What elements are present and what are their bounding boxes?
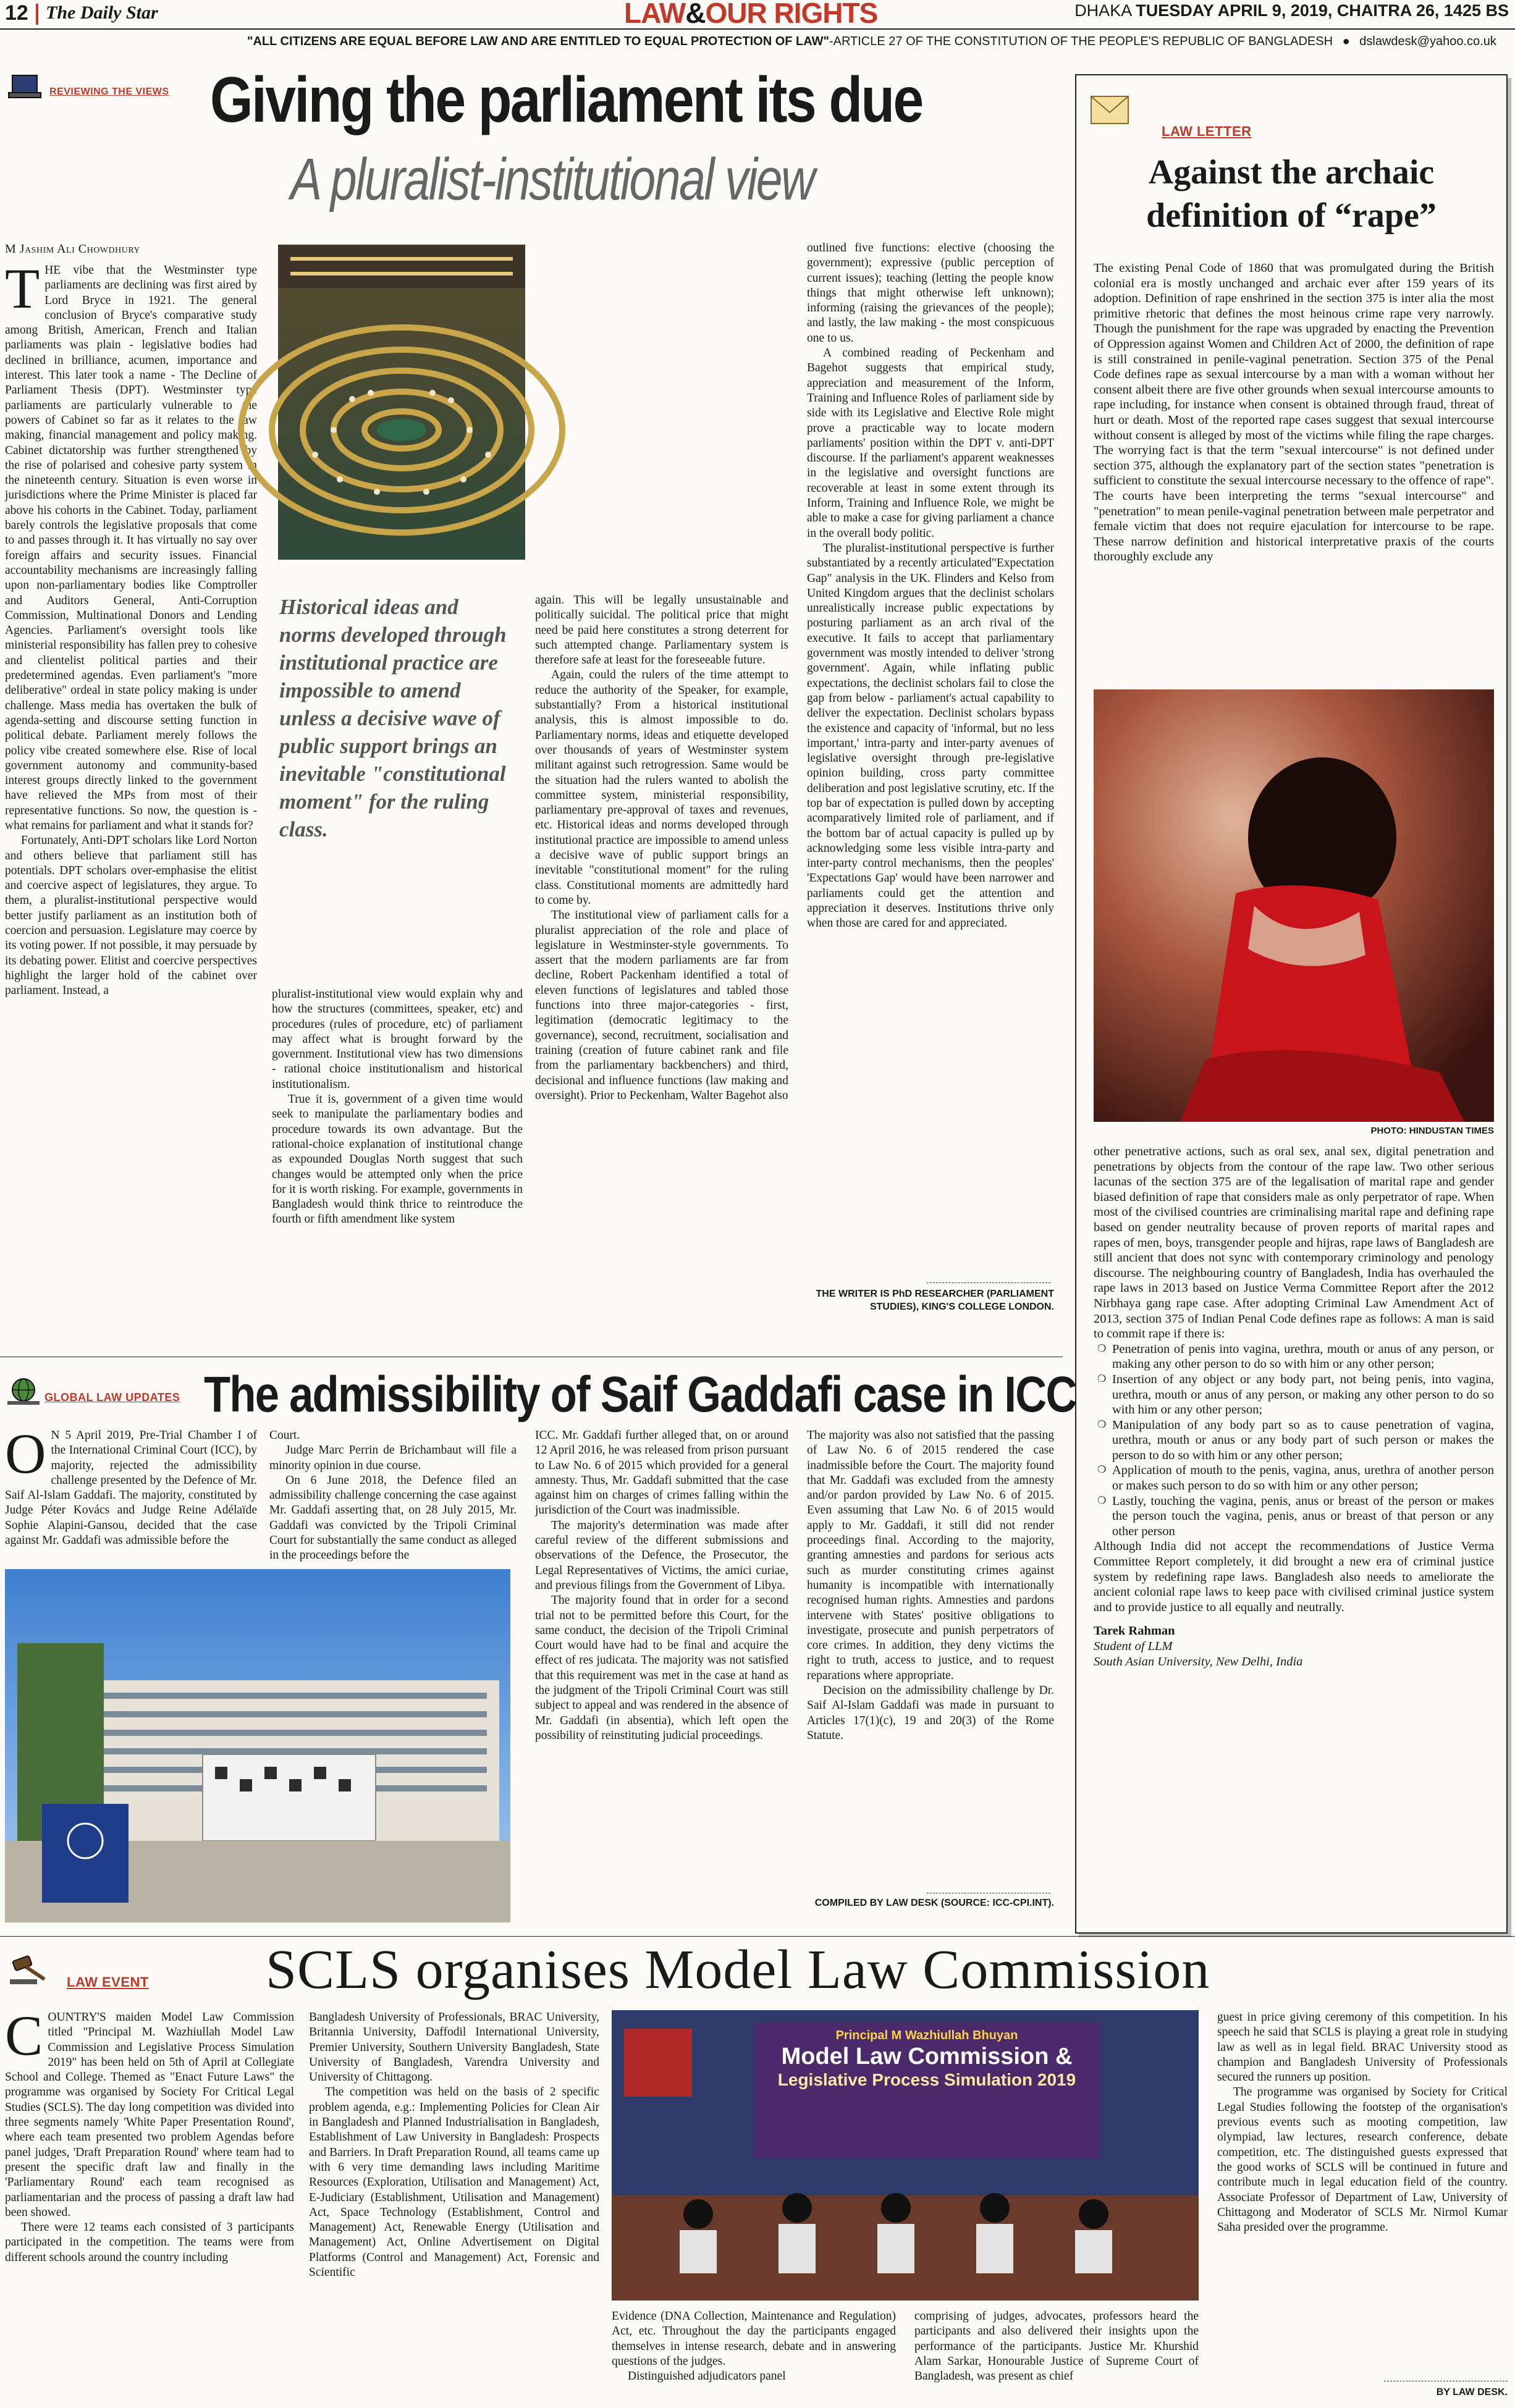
review-col4-para1: outlined five functions: elective (choosing the government); expressive (public perception of current issues); teaching (letting the people know things that might otherwise left unknown); informing (raising the grievances of the people); and lastly, the law making - the most conspicuous one to us. [807, 242, 1054, 345]
event-col2-para2: The competition was held on the basis of 2 specific problem agenda, e.g.: Implementing Policies for Clean Air in Bangladesh and Planned Industrialisation in Bangladesh, Establishment of Law University in Bangladesh: Prospects and Barriers. In Draft Preparation Round, all teams came up with 6 very time demanding laws including Maritime Resources (Exploration, Utilisation and Management) Act, E-Judiciary (Establishment, Utilisation and Management) Act, Space Technology (Establishment, Control and Management) Act, Renewable Energy (Utilisation and Management) Act, Online Advertisement on Digital Platforms (Control and Management) Act, Forensic and Scientific [309, 2086, 599, 2280]
review-column-3 [535, 593, 788, 1365]
event-col3-para2: Distinguished adjudicators panel [628, 2370, 786, 2383]
event-banner-line1: Principal M Wazhiullah Bhuyan [835, 2029, 1018, 2042]
dateline-city: DHAKA [1074, 1, 1131, 20]
separator-bar [36, 4, 38, 25]
review-column-1 [5, 257, 257, 1369]
review-tag: REVIEWING THE VIEWS [49, 86, 169, 97]
event-column-2 [309, 2010, 599, 2406]
global-credit: COMPILED BY LAW DESK (SOURCE: ICC-CPI.INT). [814, 1898, 1054, 1908]
global-col2-para3: On 6 June 2018, the Defence filed an admissibility challenge concerning the case against Mr. Gaddafi asserting that, on 28 July 2015, Mr. Gaddafi was convicted by the Tripoli Criminal Court for substantially the same conduct as alleged in the proceedings before the [269, 1473, 517, 1562]
letter-continuation [1094, 1144, 1494, 1916]
event-photo [612, 2010, 1199, 2301]
motto-quote: "ALL CITIZENS ARE EQUAL BEFORE LAW AND ARE ENTITLED TO EQUAL PROTECTION OF LAW" [247, 35, 829, 48]
review-col2-para2: True it is, government of a given time would seek to manipulate the parliamentary bodies and procedure towards its own advantage. But the rational-choice explanation of institutional change as expounded Douglas North suggest that such changes would be attempted only when the price for it is worth risking. For example, governments in Bangladesh would think thrice to reintroduce the fourth or fifth amendment like system [272, 1093, 523, 1226]
parliament-photo [278, 245, 525, 560]
review-col4-para2: A combined reading of Peckenham and Bagehot suggests that empirical study, appreciation and measurement of the Inform, Training and Influence Roles of parliament side by side with its Legislative and Elective Role might prove a practicable way to locate modern parliaments' position within the DPT v. anti-DPT discourse. If the parliament's apparent weaknesses in the legislative and oversight functions are recoverable at least in some extent through its Inform, Training and Influence Role, we might be able to make a case for giving parliament a chance in the overall body politic. [807, 347, 1054, 540]
page-number: 12 [5, 1, 28, 25]
review-pullquote: Historical ideas and norms developed through institutional practice are impossible to amend unless a decisive wave of public support brings an inevitable "constitutional moment" for the ruling class. [279, 595, 507, 841]
review-column-4 [807, 241, 1054, 1279]
global-column-3 [535, 1428, 788, 1922]
event-col1-para2: There were 12 teams each consisted of 3 participants participated in the competition. The teams were from different schools around the country including [5, 2221, 294, 2264]
letter-para-3: Although India did not accept the recommendations of Justice Verma Committee Report completely, it did brought a new era of criminal justice system by redefining rape laws. Bangladesh also needs to ameliorate the ancient colonial rape laws to keep pace with civilised criminal justice system and to provide justice to all equally and neutrally. [1094, 1539, 1494, 1614]
event-column-3 [612, 2309, 896, 2406]
motto [247, 35, 1496, 49]
letter-envelope-icon [1089, 91, 1132, 128]
event-banner-line3: Legislative Process Simulation 2019 [777, 2070, 1076, 2089]
event-banner-text [760, 2029, 1094, 2090]
letter-bullet-list [1094, 1342, 1494, 1539]
event-col5-para1: guest in price giving ceremony of this competition. In his speech he said that SCLS is playing a great role in studying law as well as in legal field. BRAC University stood as champion and Bangladesh University of Professionals secured the runners up position. [1217, 2011, 1508, 2084]
icc-building-photo [5, 1569, 510, 1922]
globe-icon [5, 1376, 42, 1407]
masthead [0, 0, 1515, 68]
review-headline: Giving the parliament its due [210, 64, 922, 136]
masthead-rule [0, 28, 1515, 30]
global-col4-para1: The majority was also not satisfied that the passing of Law No. 6 of 2015 rendered the case inadmissible before the Court. The majority found that Mr. Gaddafi was excluded from the amnesty and/or pardon provided by Law No. 6 of 2015. Even assuming that Law No. 6 of 2015 would apply to Mr. Gaddafi, it still did not render proceedings final. According to the majority, granting amnesties and pardons for serious acts such as murder constituting crimes against humanity is incompatible with internationally recognised human rights. Amnesties and pardons intervene with States' positive obligations to investigate, prosecute and punish perpetrators of core crimes. In addition, they deny victims the right to truth, access to justice, and to request reparations where appropriate. [807, 1429, 1054, 1682]
global-column-2 [269, 1428, 517, 1562]
bullet-dot: ● [1342, 35, 1350, 48]
global-dropcap: O [5, 1422, 46, 1485]
letter-signoff-role: Student of LLM [1094, 1640, 1173, 1653]
global-headline: The admissibility of Saif Gaddafi case in ICC [204, 1366, 1076, 1423]
global-col4-para2: Decision on the admissibility challenge by Dr. Saif Al-Islam Gaddafi was made in pursuant to Articles 17(1)(c), 19 and 20(3) of the Rome Statute. [807, 1684, 1054, 1742]
review-col3-para3: The institutional view of parliament calls for a pluralist appreciation of the role and place of legislature in Westminster-style governments. To assert that the modern parliaments are far from decline, Robert Packenham identified a total of eleven functions of legislatures and tabled those functions into three major-categories - first, legitimation (democratic legitimacy to the governance), second, recruitment, socialisation and training (creation of future cabinet rank and file from the parliamentary backbenchers) and third, decisional and influence functions (law making and oversight). Prior to Peckenham, Walter Bagehot also [535, 909, 788, 1102]
letter-para-2: other penetrative actions, such as oral sex, anal sex, digital penetration and penetrations by objects from the contour of the rape law. Two other serious lacunas of the section 375 are of the legalisation of marital rape and gender biased definition of rape that considers male as only perpetrator of rape. When most of the civilised countries are criminalising marital rape and defining rape based on gender neutrality because of proven reports of marital rapes and rapes of men, boys, transgender people and hijras, rape laws of Bangladesh are still ancient that does not sync with contemporary criminology and penology discourse. The neighbouring country of Bangladesh, India has overhauled the rape laws in 2013 based on Justice Verma Committee Report after the 2012 Nirbhaya gang rape case. After adopting Criminal Law Amendment Act of 2013, section 375 of Indian Penal Code defines rape as follows: A man is said to commit rape if there is: [1094, 1145, 1494, 1341]
letter-photo [1094, 689, 1494, 1122]
event-column-1 [5, 2004, 294, 2406]
review-col2-para1: pluralist-institutional view would explain why and how the structures (committees, speaker, etc) and procedures (rules of procedure, etc) of parliament may affect what is brought forward by the government. Institutional view has two dimensions - rational choice institutionalism and historical institutionalism. [272, 988, 523, 1091]
review-byline: M Jashim Ali Chowdhury [5, 242, 141, 256]
paper-name: The Daily Star [46, 2, 158, 23]
review-col4-para3: The pluralist-institutional perspective is further substantiated by a recently articulated"Expectation Gap" analysis in the UK. Flinders and Kelso from United Kingdom argues that the declinist scholars unrealistically increase public expectations by posturing parliament as an arch rival of the executive. It fails to accept that parliamentary government was mostly intended to deliver 'strong government'. Again, while inflating public expectations, the declinist scholars fail to close the gap from below - parliament's actual capability to deliver the expectation. Declinist scholars bypass the existence and capacity of 'informal, but no less important,' intra-party and inter-party avenues of legislative oversight through pre-legislative opinion building, cross party committee deliberation and post legislative scrutiny, etc. If the top bar of expectation is pulled down by accepting acomparatively limited role of parliament, and if the bottom bar of actual capacity is pulled up by acknowledging some less visible intra-party and inter-party control mechanisms, then the peoples' 'Expectations Gap' would have been narrower and parliaments could get the attention and appreciation it deserves. Institutions thrive only when those are cared for and appreciated. [807, 541, 1054, 930]
letter-bullet: ❍ Penetration of penis into vagina, urethra, mouth or anus of any person, or making any other person to do so with him or any other person; [1112, 1342, 1494, 1372]
review-col1-text: HE vibe that the Westminster type parliaments are declining was first aired by Lord Bryce in 1921. The general conclusion of Bryce's comparative study among British, American, French and Italian parliaments was plain - legislative bodies had declined in brilliance, acumen, importance and interest. This later took a name - The Decline of Parliament Thesis (DPT). Westminster type parliaments are particularly vulnerable to the powers of Cabinet so far as it relates to the law making, financial management and policy making. Cabinet dictatorship was further strengthened by the rise of polarised and cohesive party system in the nineteenth century. Situation is even worse in jurisdictions where the Prime Minister is placed far above his cohorts in the Cabinet. Today, parliament barely controls the legislative proposals that come to and passes through it. It has virtually no say over foreign affairs and security issues. Financial accountability mechanisms are increasingly falling upon non-parliamentary bodies like Comptroller and Auditors General, Anti-Corruption Commission, Multinational Donors and Lending Agencies. Parliament's oversight tools like ministerial responsibility has fallen prey to cohesive and clientelist political parties and their predetermined agendas. Even parliament's "more deliberative" ordeal in state policy making is under challenge. Mass media has overtaken the bulk of agenda-setting and discourse setting function in political debate. Parliament merely follows the policy vibe created somewhere else. Rise of local government autonomy and community-based interest groups directly linked to the government have relieved the MPs from most of their representative functions. So now, the question is - what remains for parliament and what it stands for? [5, 264, 257, 832]
global-col3-para3: The majority found that in order for a second trial not to be permitted before this Court, for the same conduct, the decision of the Tripoli Criminal Court would have had to be final and acquire the effect of res judicata. The majority was not satisfied that this requirement was met in the case at hand as the judgment of the Tripoli Criminal Court was still subject to appeal and was rendered in the absence of Mr. Gaddafi (in absentia), which left open the possibility of reinstituting judicial proceedings. [535, 1594, 788, 1742]
review-credit-rule [927, 1282, 1050, 1283]
global-tag: GLOBAL LAW UPDATES [44, 1391, 180, 1404]
letter-headline-line2: definition of “rape” [1146, 196, 1437, 235]
event-col5-para2: The programme was organised by Society for Critical Legal Studies following the footstep of the organisation's previous events such as mooting competition, law olympiad, law lectures, research conference, debate competition, etc. The distinguished guests expressed that the good works of SCLS will be continued in future and contribute much in legal education field of the country. Associate Professor of Department of Law, University of Chittagong and Moderator of SCLS Mr. Nirmol Kumar Saha presided over the programme. [1217, 2086, 1508, 2234]
event-col4-para1: comprising of judges, advocates, professors heard the participants and also delivered their insights upon the performance of the participants. Justice Mr. Khurshid Alam Sarkar, Honourable Justice of Supreme Court of Bangladesh, was present as chief [914, 2310, 1199, 2383]
event-col3-para1: Evidence (DNA Collection, Maintenance and Regulation) Act, etc. Throughout the day the participants engaged themselves in intense research, debate and in answering questions of the judges. [612, 2310, 896, 2368]
event-column-5 [1217, 2010, 1508, 2368]
section-title-amp: & [685, 0, 706, 29]
event-credit: BY LAW DESK. [1436, 2387, 1508, 2397]
letter-signoff-name: Tarek Rahman [1094, 1624, 1175, 1638]
review-col3-para2: Again, could the rulers of the time attempt to reduce the authority of the Speaker, for example, substantially? From a historical institutional analysis, this is almost impossible to do. Parliamentary norms, ideas and etiquette developed over thousands of years of Westminster system militant against such retrogression. Same would be the situation had the rulers wanted to abolish the committee system, ministerial responsibility, parliamentary pre-approval of taxes and revenues, etc. Historical ideas and norms developed through institutional practice are impossible to amend unless a decisive wave of public support brings an inevitable "constitutional moment" for the ruling class. Constitutional moments are admittedly hard to come by. [535, 668, 788, 907]
review-subheadline: A pluralist-institutional view [290, 146, 814, 213]
global-col2-para1: Court. [269, 1429, 300, 1442]
email-link[interactable]: dslawdesk@yahoo.co.uk [1359, 35, 1496, 48]
letter-para-1: The existing Penal Code of 1860 that was promulgated during the British colonial era is mostly unchanged and archaic ever after 159 years of its adoption. Definition of rape enshrined in the section 375 is inter alia the most primitive rhetoric that defines the most heinous crime rape very narrowly. Though the punishment for the rape was upgraded by enacting the Prevention of Oppression against Women and Children Act of 2000, the definition of rape is still constrained in penile-vaginal penetration. Section 375 of the Penal Code defines rape as sexual intercourse by a man with a woman without her consent albeit there are five other grounds when sexual intercourse amounts to rape including, for instance when consent is obtained through fraud, threat of hurt or death. Most of the reported rape cases suggest that sexual intercourse without consent is alleged by most of the victims while filing the rape charges. The worrying fact is that the term "sexual intercourse" is not defined under section 375, although the explanatory part of the section states "penetration is sufficient to constitute the sexual intercourse necessary to the offence of rape". The courts have been interpreting the terms "sexual intercourse" and "penetration" to mean penile-vaginal penetration between male perpetrator and female victim that does not require ejaculation for intercourse to be rape. These narrow definition and historical interpretative praxis of the courts thoroughly exclude any [1094, 261, 1494, 564]
letter-bullet: ❍ Lastly, touching the vagina, penis, anus or breast of the person or makes the person touch the vagina, penis, anus or breast of that person or any other person [1112, 1494, 1494, 1539]
letter-signoff-institution: South Asian University, New Delhi, India [1094, 1654, 1303, 1669]
event-headline: SCLS organises Model Law Commission [266, 1939, 1210, 2000]
event-column-4 [914, 2309, 1199, 2406]
global-column-4 [807, 1428, 1054, 1873]
section-title-part1: LAW [624, 0, 686, 29]
dateline-date: TUESDAY APRIL 9, 2019, CHAITRA 26, 1425 BS [1136, 1, 1509, 20]
letter-headline [1087, 151, 1495, 237]
gavel-icon [7, 1955, 57, 1987]
review-col1-para2: Fortunately, Anti-DPT scholars like Lord Norton and others believe that parliament still has potentials. DPT scholars over-emphasise the elitist and coercive aspect of legislatures, they argue. To them, a pluralist-institutional perspective would better justify parliament as an institution both of coercion and persuasion. Legislature may coerce by its voting power. If not possible, it may persuade by its debating power. Elitist and coercive perspectives highlight the larger hold of the cabinet over parliament. Instead, a [5, 834, 257, 998]
review-credit: THE WRITER IS PhD RESEARCHER (PARLIAMENT STUDIES), KING'S COLLEGE LONDON. [816, 1289, 1054, 1312]
letter-bullet: ❍ Manipulation of any body part so as to cause penetration of vagina, urethra, mouth or anus or any body part of such person or makes the person to do so with him or any other person; [1112, 1418, 1494, 1463]
global-col3-para1: ICC. Mr. Gaddafi further alleged that, on or around 12 April 2016, he was released from prison pursuant to Law No. 6 of 2015 which provided for a general amnesty. Thus, Mr. Gaddafi submitted that the case against him on charges of crimes falling within the jurisdiction of the Court was inadmissible. [535, 1429, 788, 1517]
event-tag: LAW EVENT [67, 1974, 149, 1990]
letter-bullet: ❍ Application of mouth to the penis, vagina, anus, urethra of another person or makes such person to do so with him or any other person; [1112, 1463, 1494, 1493]
dateline [1074, 1, 1509, 20]
global-col2-para2: Judge Marc Perrin de Brichambaut will file a minority opinion in due course. [269, 1444, 517, 1472]
review-col3-para1: again. This will be legally unsustainable and politically suicidal. The political price that might need be paid here constitutes a strong deterrent for such attempted change. Parliamentary system is therefore safe at least for the foreseeable future. [535, 594, 788, 667]
global-col3-para2: The majority's determination was made after careful review of the different submissions and observations of the Defence, the Prosecutor, the Legal Representatives of Victims, the amici curiae, and previous filings from the Government of Libya. [535, 1518, 788, 1592]
letter-tag: LAW LETTER [1162, 124, 1252, 139]
event-banner-line2: Model Law Commission & [781, 2044, 1073, 2069]
letter-headline-line1: Against the archaic [1148, 153, 1435, 192]
section-title [624, 0, 877, 30]
event-dropcap: C [5, 2004, 43, 2067]
event-col2-para1: Bangladesh University of Professionals, BRAC University, Britannia University, Daffodil International University, Premier University, Southern University Bangladesh, State University of Bangladesh, Varendra University and University of Chittagong. [309, 2011, 599, 2084]
review-column-2 [272, 987, 523, 1364]
motto-source: -ARTICLE 27 OF THE CONSTITUTION OF THE PEOPLE'S REPUBLIC OF BANGLADESH [829, 35, 1333, 48]
letter-photo-credit: PHOTO: HINDUSTAN TIMES [1370, 1126, 1494, 1136]
section-title-part2: OUR RIGHTS [705, 0, 878, 29]
global-col1-text: N 5 April 2019, Pre-Trial Chamber I of the International Criminal Court (ICC), by majority, rejected the admissibility challenge presented by the Defence of Mr. Saif Al-Islam Gaddafi. The majority, constituted by Judge Péter Kovács and Judge Reine Adélaïde Sophie Alapini-Gansou, decided that the case against Mr. Gaddafi was admissible before the [5, 1429, 257, 1547]
letter-bullet: ❍ Insertion of any object or any body part, not being penis, into vagina, urethra, mouth or anus of any person, or making any other person to do so with him or any other person; [1112, 1372, 1494, 1418]
review-section-icon [7, 73, 42, 100]
review-dropcap: T [5, 257, 40, 320]
event-col1-text: OUNTRY'S maiden Model Law Commission titled "Principal M. Wazhiullah Model Law Commission and Legislative Process Simulation 2019" has been held on 5th of April at Collegiate School and College. Themed as "Enact Future Laws" the programme was organised by Society For Critical Legal Studies (SCLS). The day long competition was divided into three segments namely 'White Paper Presentation Round', where each team presented two problem Agendas before panel judges, 'Draft Preparation Round' where team had to present the specific draft law and finally in the 'Parliamentary Round' each team recognised as parliamentarian and the process of passing a draft law had been showed. [5, 2011, 294, 2219]
global-column-1 [5, 1422, 257, 1552]
